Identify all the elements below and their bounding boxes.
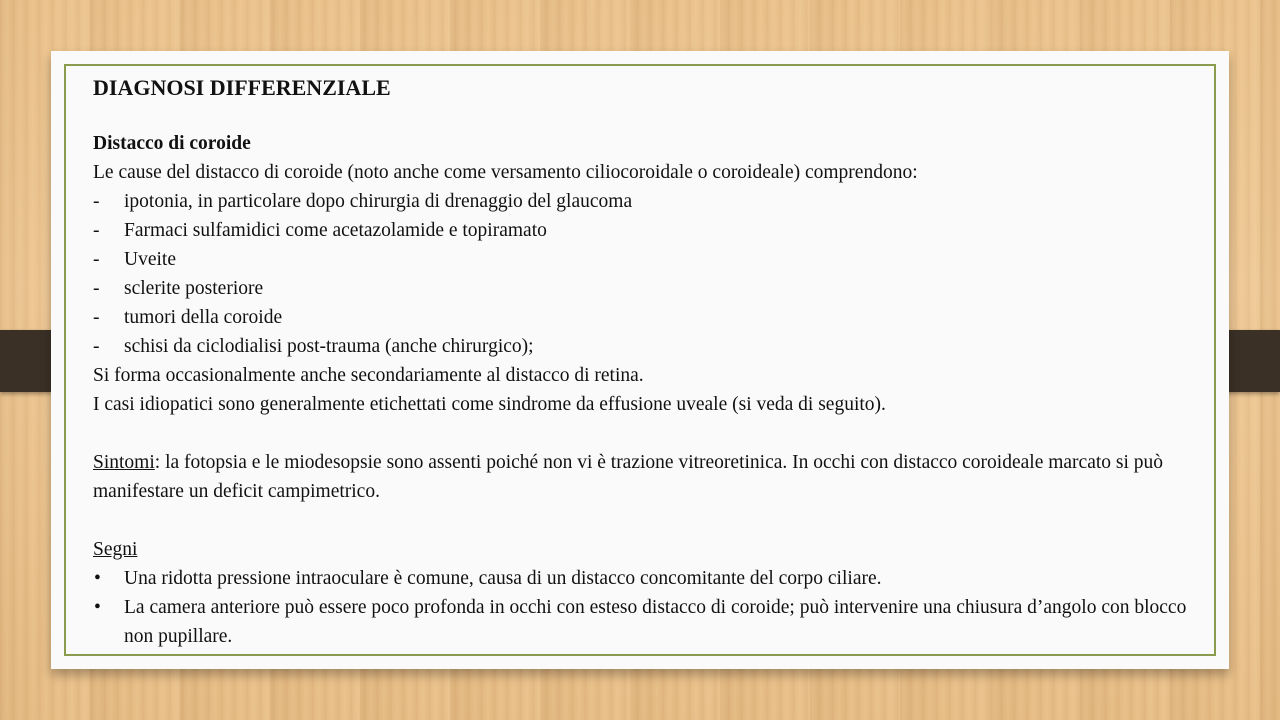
sign-item: • La camera anteriore può essere poco profonda in occhi con esteso distacco di coroide; può intervenire una chiusura d’angolo con blocco non pupillare. [93,593,1209,651]
cause-item: - ipotonia, in particolare dopo chirurgia di drenaggio del glaucoma [93,187,1209,216]
slide-title: DIAGNOSI DIFFERENZIALE [93,75,391,100]
signs-label: Segni [93,539,138,560]
spacer [93,419,1209,448]
causes-intro: Le cause del distacco di coroide (noto anche come versamento ciliocoroidale o coroideale) comprendono: [93,162,918,183]
cause-item: - sclerite posteriore [93,274,1209,303]
cause-item: - Uveite [93,245,1209,274]
section-subtitle: Distacco di coroide [93,133,251,154]
slide-paper [51,51,1229,669]
cause-item: - Farmaci sulfamidici come acetazolamide e topiramato [93,216,1209,245]
spacer [93,506,1209,535]
sign-item: • Una ridotta pressione intraoculare è comune, causa di un distacco concomitante del corpo ciliare. [93,564,1209,593]
slide-content [93,73,1209,651]
secondary-note: Si forma occasionalmente anche secondariamente al distacco di retina. [93,365,644,386]
cause-item: - schisi da ciclodialisi post-trauma (anche chirurgico); [93,332,1209,361]
cause-item: - tumori della coroide [93,303,1209,332]
symptoms-paragraph [93,448,1209,506]
idiopathic-note: I casi idiopatici sono generalmente etichettati come sindrome da effusione uveale (si veda di seguito). [93,394,886,415]
symptoms-label: Sintomi [93,452,155,473]
left-strap-decoration [0,330,52,392]
symptoms-text: : la fotopsia e le miodesopsie sono assenti poiché non vi è trazione vitreoretinica. In occhi con distacco coroideale marcato si può manifestare un deficit campimetrico. [93,452,1164,502]
